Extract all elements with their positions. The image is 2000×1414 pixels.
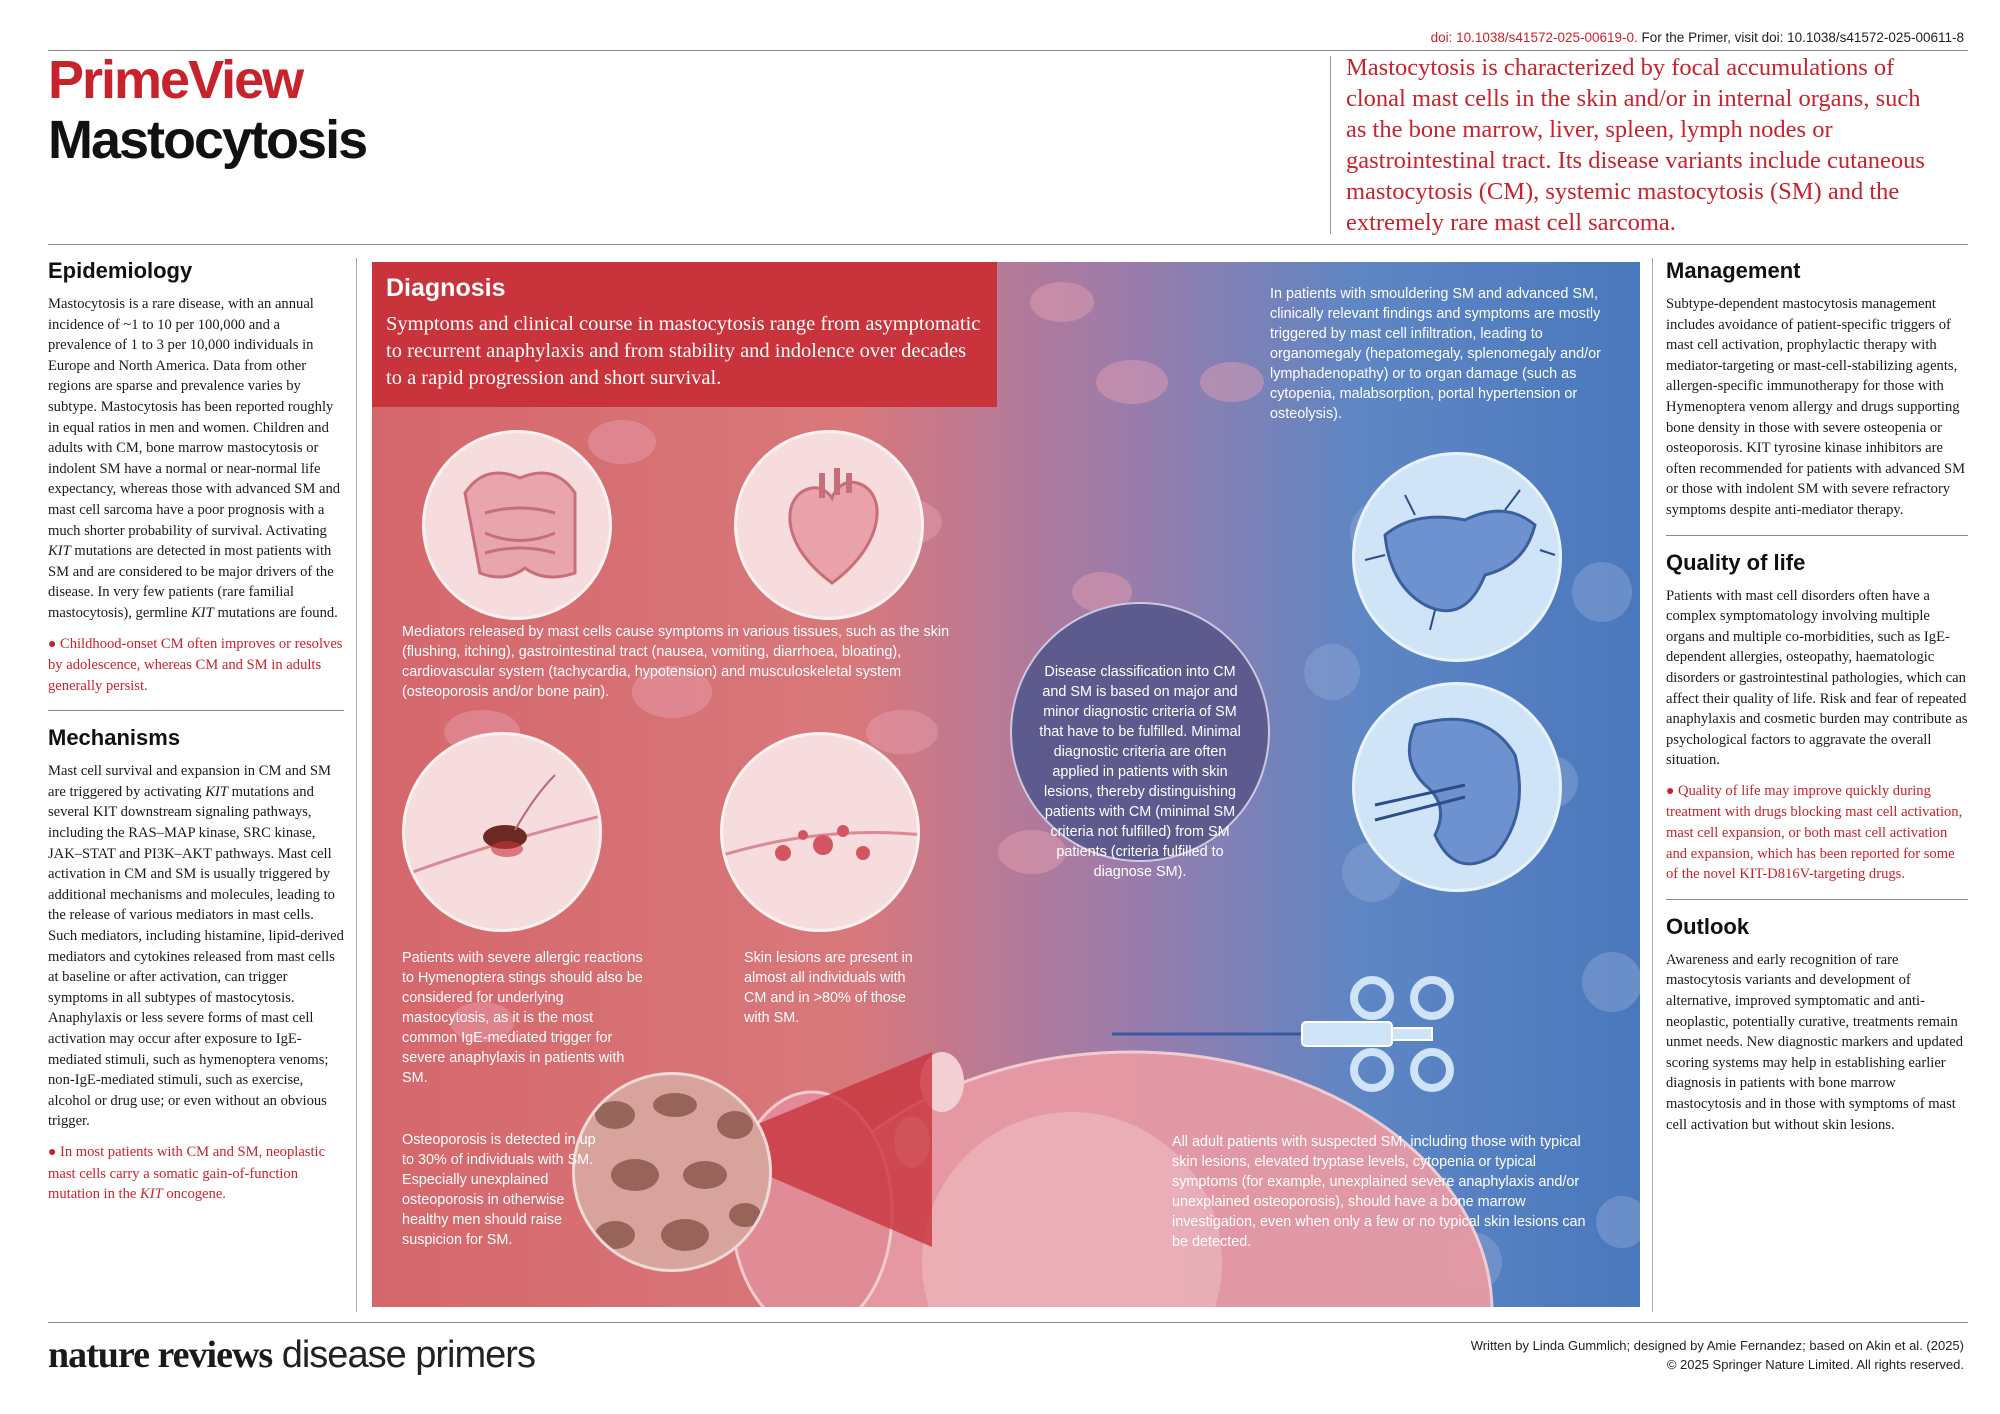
doi-main[interactable]: doi: 10.1038/s41572-025-00619-0. (1430, 30, 1638, 45)
quality-highlight: ● Quality of life may improve quickly during treatment with drugs blocking mast cell activation, mast cell expansion, or both mast cell activation and expansion, which has been reported for some of the novel KIT-D816V-targeting drugs. (1666, 782, 1963, 883)
section-divider (48, 244, 1968, 245)
hymenoptera-text: Patients with severe allergic reactions to Hymenoptera stings should also be considered for underlying mastocytosis, as it is the most common IgE-mediated trigger for severe anaphylaxis in patients with SM. (402, 950, 643, 1086)
skin-lesion-icon (723, 735, 920, 932)
classification-text: Disease classification into CM and SM is based on major and minor diagnostic criteria of SM that have to be fulfilled. Minimal diagnostic criteria are often applied in patients with skin lesions, thereby distinguishing patients with CM (minimal SM criteria not fulfilled) from SM patients (criteria fulfilled to diagnose SM). (1039, 664, 1241, 880)
classification-circle (1010, 602, 1270, 880)
left-column (48, 258, 344, 1205)
intestine-icon (425, 433, 612, 620)
bone-sample-circle (572, 1072, 772, 1272)
intro-text: Mastocytosis is characterized by focal accumulations of clonal mast cells in the skin and/or in internal organs, such as the bone marrow, liver, spleen, lymph nodes or gastrointestinal tract. Its disease variants include cutaneous mastocytosis (CM), systemic mastocytosis (SM) and the extremely rare mast cell sarcoma. (1346, 54, 1925, 236)
doi-primer[interactable]: For the Primer, visit doi: 10.1038/s41572-025-00611-8 (1641, 30, 1964, 45)
outlook-title: Outlook (1666, 913, 1750, 939)
intestine-circle (422, 430, 612, 620)
bee-sting-circle (402, 732, 602, 932)
spleen-circle (1352, 682, 1562, 892)
management-body: Subtype-dependent mastocytosis management includes avoidance of patient-specific triggers of mast cell activation, prophylactic therapy with mediator-targeting or mast-cell-stabilizing agents, allergen-specific immunotherapy for those with Hymenoptera venom allergy and drugs supporting bone density in those with severe osteopenia or osteoporosis. KIT tyrosine kinase inhibitors are often recommended for patients with advanced SM or those with indolent SM with severe refractory symptoms despite anti-mediator therapy. (1666, 296, 1966, 518)
column-divider-left (356, 258, 357, 1312)
logo-light: disease primers (281, 1334, 535, 1376)
quality-title: Quality of life (1666, 549, 1806, 575)
bee-icon (405, 735, 602, 932)
journal-logo (48, 1332, 535, 1378)
skin-lesions-text: Skin lesions are present in almost all individuals with CM and in >80% of those with SM. (744, 950, 913, 1026)
mechanisms-body: Mast cell survival and expansion in CM and SM are triggered by activating KIT mutations and several KIT downstream signaling pathways, including the RAS–MAP kinase, SRC kinase, JAK–STAT and PI3K–AKT pathways. Mast cell activation in CM and SM is usually triggered by additional mechanisms and molecules, leading to the release of various mediators in mast cells. Such mediators, including histamine, lipid-derived mediators and cytokines released from mast cells at baseline or after activation, can trigger symptoms in all subtypes of mastocytosis. Anaphylaxis or less severe forms of mast cell activation may occur after exposure to IgE-mediated stimuli, such as hymenoptera venoms; non-IgE-mediated stimuli, such as exercise, alcohol or drug use; or even without an obvious trigger. (48, 763, 344, 1130)
intro-divider (1330, 56, 1331, 234)
diagnosis-title: Diagnosis (386, 274, 506, 302)
heart-icon (737, 433, 924, 620)
logo-bold: nature reviews (48, 1334, 273, 1376)
divider (1666, 535, 1968, 536)
doi-line (1431, 30, 1964, 45)
outlook-body: Awareness and early recognition of rare mastocytosis variants and development of alternative, improved symptomatic and anti-neoplastic, potentially curative, treatments remain unmet needs. New diagnostic markers and updated scoring systems may help in establishing earlier diagnosis in patients with bone marrow mastocytosis and in those with symptoms of mast cell activation but without skin lesions. (1666, 951, 1964, 1133)
quality-body: Patients with mast cell disorders often have a complex symptomatology involving multiple organs and multiple co-morbidities, such as IgE-dependent allergies, osteopathy, haematologic disorders or gastrointestinal pathologies, which can affect their quality of life. Risk and fear of repeated anaphylaxis and cosmetic burden may contribute as psychological factors to aggravate the overall situation. (1666, 587, 1968, 769)
spleen-icon (1355, 685, 1562, 892)
epidemiology-body: Mastocytosis is a rare disease, with an annual incidence of ~1 to 10 per 100,000 and a prevalence of 1 to 3 per 10,000 individuals in Europe and North America. Data from other regions are sparse and prevalence varies by subtype. Mastocytosis has been reported roughly in equal ratios in men and women. Children and adults with CM, bone marrow mastocytosis or indolent SM have a normal or near-normal life expectancy, whereas those with advanced SM and mast cell sarcoma have a poor prognosis with a much shorter probability of survival. Activating KIT mutations are detected in most patients with SM and are considered to be major drivers of the disease. In very few patients (rare familial mastocytosis), germline KIT mutations are found. (48, 296, 341, 621)
liver-icon (1355, 455, 1562, 662)
footer-divider (48, 1322, 1968, 1323)
diagnosis-header-box (372, 262, 997, 407)
trabecular-bone-icon (575, 1075, 772, 1272)
divider (1666, 899, 1968, 900)
skin-lesions-circle (720, 732, 920, 932)
mechanisms-highlight: ● In most patients with CM and SM, neoplastic mast cells carry a somatic gain-of-function mutation in the KIT oncogene. (48, 1143, 326, 1203)
credit-line-2: © 2025 Springer Nature Limited. All rights reserved. (1666, 1357, 1964, 1372)
bone-marrow-text: All adult patients with suspected SM, including those with typical skin lesions, elevated tryptase levels, cytopenia or typical symptoms (for example, unexplained severe anaphylaxis and/or unexplained osteoporosis), should have a bone marrow investigation, even when only a few or no typical skin lesions can be detected. (1172, 1134, 1586, 1250)
smouldering-text: In patients with smouldering SM and advanced SM, clinically relevant findings and symptoms are mostly triggered by mast cell infiltration, leading to organomegaly (hepatomegaly, splenomegaly and/or lymphadenopathy) or to organ damage (such as cytopenia, malabsorption, portal hypertension or osteolysis). (1270, 286, 1601, 422)
credits (1471, 1336, 1964, 1374)
right-column (1666, 258, 1968, 1135)
mechanisms-title: Mechanisms (48, 725, 181, 751)
liver-circle (1352, 452, 1562, 662)
divider (48, 710, 344, 711)
osteoporosis-text: Osteoporosis is detected in up to 30% of individuals with SM. Especially unexplained osteoporosis in otherwise healthy men should raise suspicion for SM. (402, 1132, 596, 1248)
credit-line-1: Written by Linda Gummlich; designed by Amie Fernandez; based on Akin et al. (2025) (1470, 1338, 1964, 1353)
diagnosis-panel (372, 262, 1640, 1307)
brand-primeview: PrimeView (48, 50, 303, 110)
heart-circle (734, 430, 924, 620)
epidemiology-title: Epidemiology (48, 258, 193, 283)
page-title: Mastocytosis (48, 110, 367, 170)
mediators-text: Mediators released by mast cells cause symptoms in various tissues, such as the skin (flushing, itching), gastrointestinal tract (nausea, vomiting, diarrhoea, bloating), cardiovascular system (tachycardia, hypotension) and musculoskeletal system (osteoporosis and/or bone pain). (402, 624, 950, 700)
diagnosis-subtitle: Symptoms and clinical course in mastocytosis range from asymptomatic to recurrent anaphylaxis and from stability and indolence over decades to a rapid progression and short survival. (386, 313, 981, 389)
management-title: Management (1666, 258, 1801, 283)
brand-block (48, 50, 366, 170)
epidemiology-highlight: ● Childhood-onset CM often improves or resolves by adolescence, whereas CM and SM in adults generally persist. (48, 635, 343, 694)
column-divider-right (1652, 258, 1653, 1312)
